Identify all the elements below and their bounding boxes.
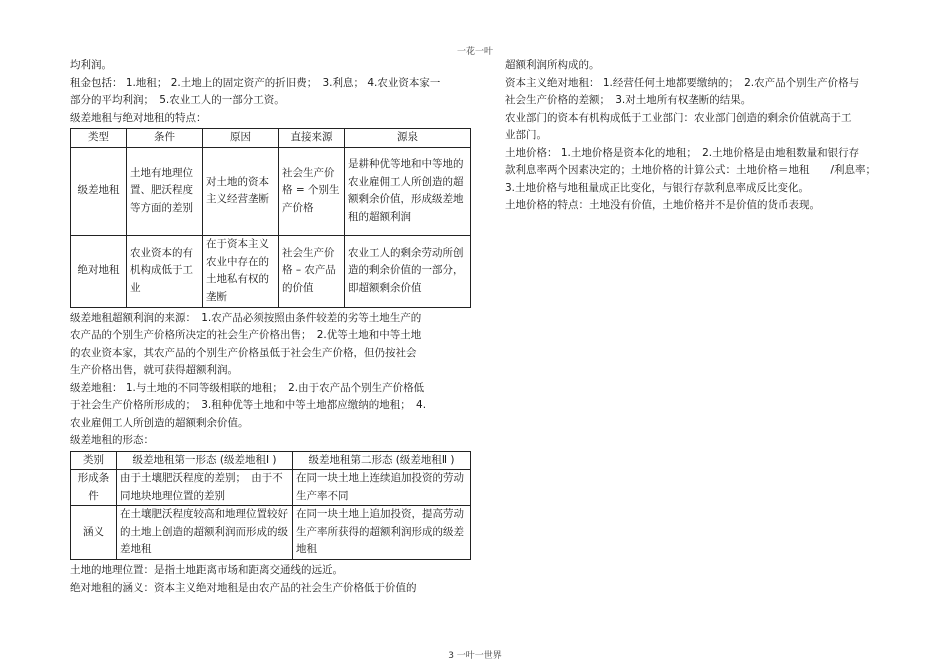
right-column (505, 57, 910, 215)
section-heading: 级差地租的形态： (70, 434, 154, 446)
table-cell: 在于资本主义农业中存在的土地私有权的垄断 (203, 235, 279, 307)
table-row (71, 147, 471, 235)
table-cell: 由于土壤肥沃程度的差别； 由于不同地块地理位置的差别 (117, 470, 293, 506)
table-cell: 涵义 (71, 506, 117, 560)
header-cell: 类型 (71, 129, 127, 148)
table-cell: 绝对地租 (71, 235, 127, 307)
table-cell: 在同一块土地上追加投资，提高劳动生产率所获得的超额利润形成的级差地租 (293, 506, 471, 560)
paragraph: 土地价格的特点：土地没有价值，土地价格并不是价值的货币表现。 (505, 199, 820, 211)
paragraph: 款利息率两个因素决定的；土地价格的计算公式：土地价格＝地租 /利息率； (505, 164, 877, 176)
table-row (71, 506, 471, 560)
table-cell: 土地有地理位置、肥沃程度等方面的差别 (127, 147, 203, 235)
paragraph: 3.土地价格与地租量成正比变化，与银行存款利息率成反比变化。 (505, 181, 810, 194)
header-cell: 直接来源 (279, 129, 345, 148)
paragraph: 资本主义绝对地租： 1.经营任何土地都要缴纳的； 2.农产品个别生产价格与 (505, 76, 860, 89)
table-row (71, 235, 471, 307)
rent-characteristics-table (70, 128, 471, 308)
paragraph: 农产品的个别生产价格所决定的社会生产价格出售； 2.优等土地和中等土地 (70, 329, 422, 341)
page-header: 一花一叶 (456, 47, 493, 57)
table-header-row (71, 451, 471, 470)
header-cell: 类别 (71, 451, 117, 470)
paragraph: 生产价格出售，就可获得超额利润。 (70, 364, 238, 376)
header-cell: 级差地租第二形态 (级差地租Ⅱ ) (293, 451, 471, 470)
paragraph: 级差地租： 1.与土地的不同等级相联的地租； 2.由于农产品个别生产价格低 (70, 381, 425, 394)
page-footer: 3 一叶一世界 (448, 651, 502, 661)
table-header-row (71, 129, 471, 148)
paragraph: 部分的平均利润； 5.农业工人的一部分工资。 (70, 94, 285, 106)
table-cell: 是耕种优等地和中等地的农业雇佣工人所创造的超额剩余价值，形成级差地租的超额利润 (345, 147, 471, 235)
paragraph: 超额利润所构成的。 (505, 59, 600, 71)
table-row (71, 470, 471, 506)
paragraph: 级差地租超额利润的来源： 1.农产品必须按照由条件较差的劣等土地生产的 (70, 311, 422, 324)
table-cell: 农业工人的剩余劳动所创造的剩余价值的一部分， 即超额剩余价值 (345, 235, 471, 307)
paragraph: 土地价格： 1.土地价格是资本化的地租； 2.土地价格是由地租数量和银行存 (505, 146, 860, 159)
header-cell: 级差地租第一形态 (级差地租Ⅰ ) (117, 451, 293, 470)
paragraph: 于社会生产价格所形成的； 3.租种优等土地和中等土地都应缴纳的地租； 4. (70, 399, 427, 411)
paragraph: 业部门。 (505, 129, 547, 141)
paragraph: 均利润。 (70, 59, 112, 71)
table-cell: 社会生产价格 = 个别生产价格 (279, 147, 345, 235)
left-column (70, 57, 470, 597)
table-cell: 形成条件 (71, 470, 117, 506)
table-cell: 级差地租 (71, 147, 127, 235)
paragraph: 社会生产价格的差额； 3.对土地所有权垄断的结果。 (505, 94, 752, 106)
table-cell: 对土地的资本主义经营垄断 (203, 147, 279, 235)
table-cell: 农业资本的有机构成低于工业 (127, 235, 203, 307)
paragraph: 绝对地租的涵义：资本主义绝对地租是由农产品的社会生产价格低于价值的 (70, 581, 417, 594)
paragraph: 土地的地理位置：是指土地距离市场和距离交通线的远近。 (70, 564, 343, 576)
paragraph: 农业部门的资本有机构成低于工业部门：农业部门创造的剩余价值就高于工 (505, 111, 852, 124)
table-cell: 社会生产价格 – 农产品的价值 (279, 235, 345, 307)
paragraph: 农业雇佣工人所创造的超额剩余价值。 (70, 416, 249, 429)
header-cell: 条件 (127, 129, 203, 148)
table-cell: 在土壤肥沃程度较高和地理位置较好的土地上创造的超额利润而形成的级差地租 (117, 506, 293, 560)
table-cell: 在同一块土地上连续追加投资的劳动生产率不同 (293, 470, 471, 506)
header-cell: 源泉 (345, 129, 471, 148)
section-heading: 级差地租与绝对地租的特点： (70, 111, 207, 124)
differential-rent-forms-table (70, 451, 471, 561)
paragraph: 的农业资本家，其农产品的个别生产价格虽低于社会生产价格，但仍按社会 (70, 346, 417, 359)
header-cell: 原因 (203, 129, 279, 148)
paragraph: 租金包括： 1.地租； 2.土地上的固定资产的折旧费； 3.利息； 4.农业资本家一 (70, 76, 441, 89)
